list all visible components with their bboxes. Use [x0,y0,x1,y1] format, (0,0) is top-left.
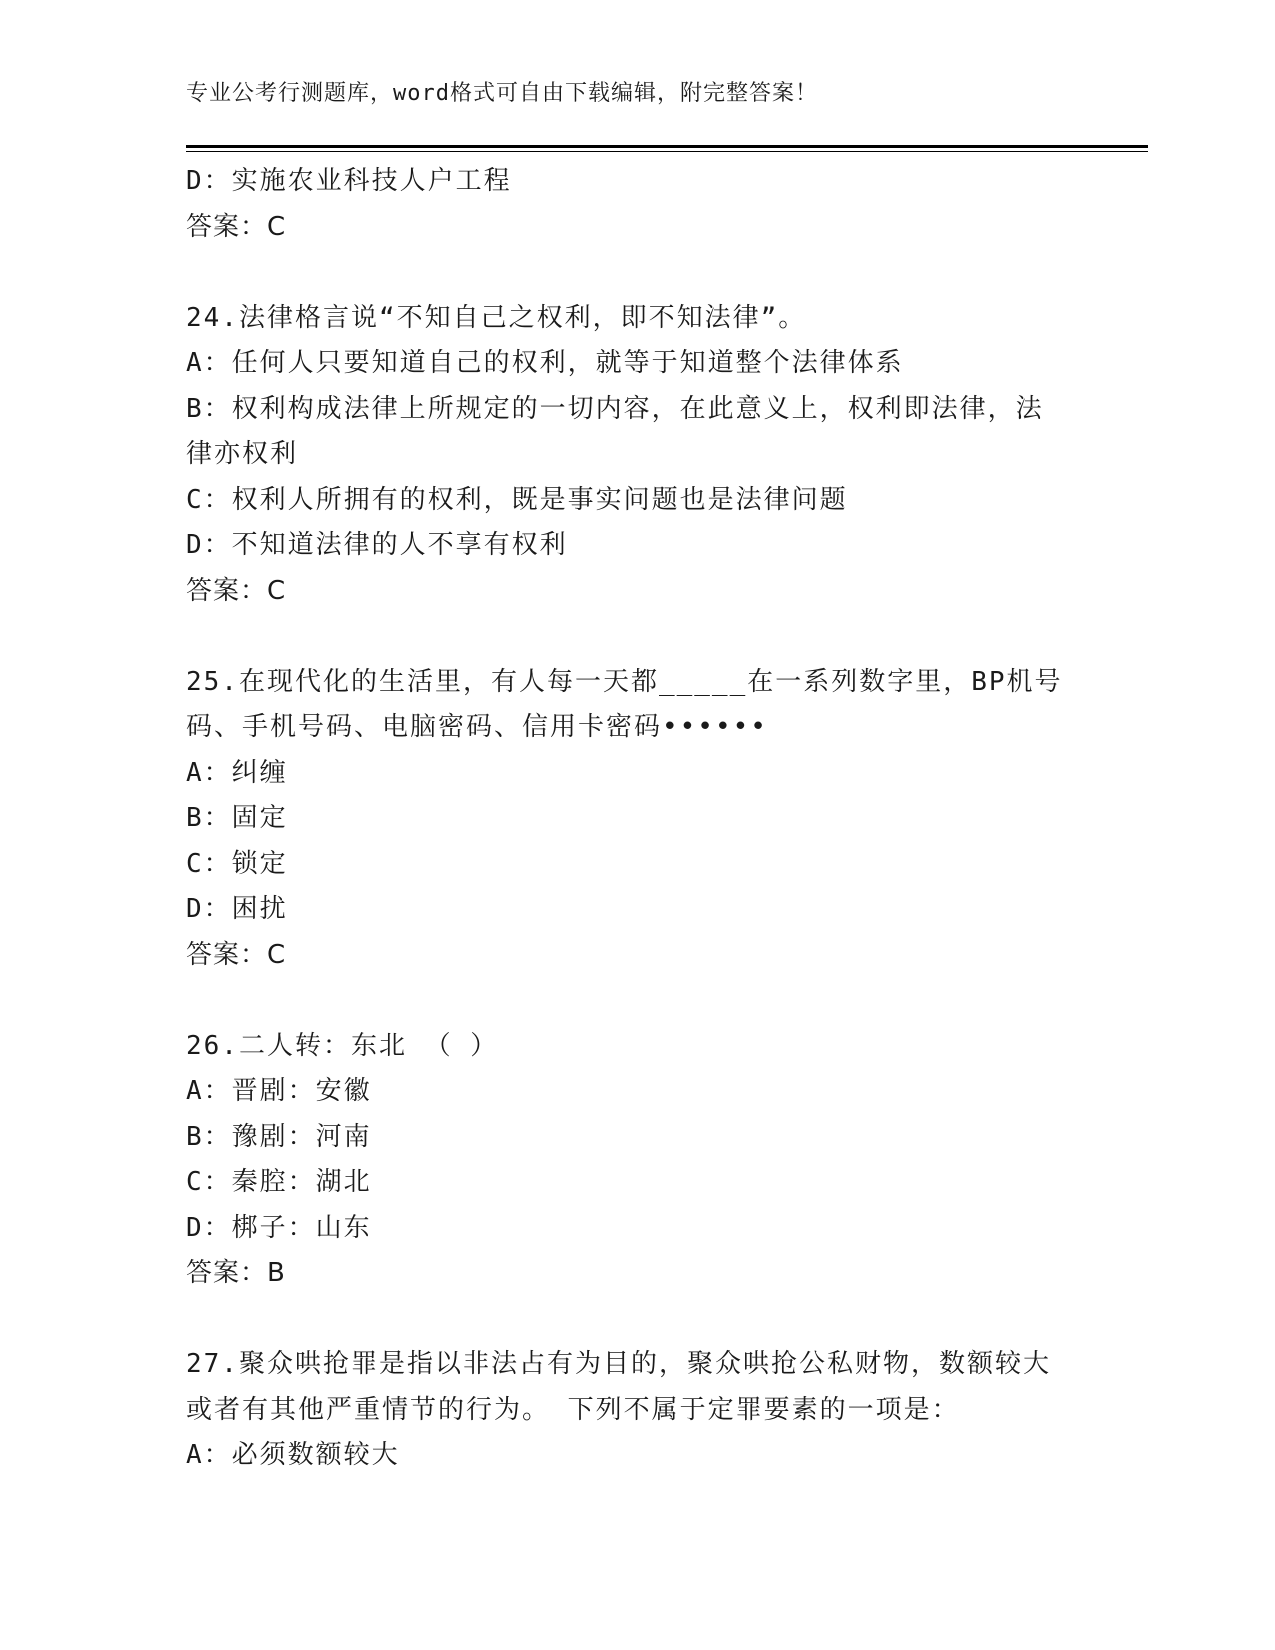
question-stem-continued: 码、手机号码、电脑密码、信用卡密码•••••• [186,712,768,742]
question-stem: 27.聚众哄抢罪是指以非法占有为目的，聚众哄抢公私财物，数额较大 [186,1349,1051,1379]
question-stem: 24.法律格言说“不知自己之权利，即不知法律”。 [186,302,807,333]
option-d: D：实施农业科技人户工程 [186,166,512,196]
question-26 [186,1024,1086,1297]
question-stem: 26.二人转：东北 （ ） [186,1030,499,1061]
spacer [186,614,1086,660]
option-d: D：不知道法律的人不享有权利 [186,530,568,560]
question-25 [186,660,1086,979]
answer: 答案：C [186,211,287,242]
header-rule-thin [186,151,1148,152]
option-b-continued: 律亦权利 [186,439,299,469]
option-d: D：梆子：山东 [186,1212,372,1243]
question-24 [186,296,1086,615]
answer: 答案：B [186,1258,286,1288]
answer: 答案：C [186,939,287,970]
option-b: B：权利构成法律上所规定的一切内容，在此意义上，权利即法律，法 [186,393,1044,424]
option-a: A：纠缠 [186,757,288,788]
option-a: A：任何人只要知道自己的权利，就等于知道整个法律体系 [186,348,904,378]
option-c: C：锁定 [186,848,288,879]
question-23-tail [186,159,1086,250]
question-stem-continued: 或者有其他严重情节的行为。 下列不属于定罪要素的一项是： [186,1394,960,1425]
spacer [186,978,1086,1024]
spacer [186,1297,1086,1343]
option-c: C：秦腔：湖北 [186,1167,372,1197]
option-c: C：权利人所拥有的权利，既是事实问题也是法律问题 [186,484,848,515]
answer: 答案：C [186,575,287,606]
option-a: A：必须数额较大 [186,1440,400,1470]
option-d: D：困扰 [186,894,288,924]
question-stem: 25.在现代化的生活里，有人每一天都_____在一系列数字里，BP机号 [186,666,1063,697]
option-a: A：晋剧：安徽 [186,1076,372,1106]
question-27 [186,1342,1086,1479]
header-rule-thick [186,145,1148,148]
question-content [186,159,1086,1479]
page-header-note: 专业公考行测题库，word格式可自由下载编辑，附完整答案！ [186,81,818,106]
option-b: B：豫剧：河南 [186,1121,372,1152]
option-b: B：固定 [186,803,288,833]
spacer [186,250,1086,296]
